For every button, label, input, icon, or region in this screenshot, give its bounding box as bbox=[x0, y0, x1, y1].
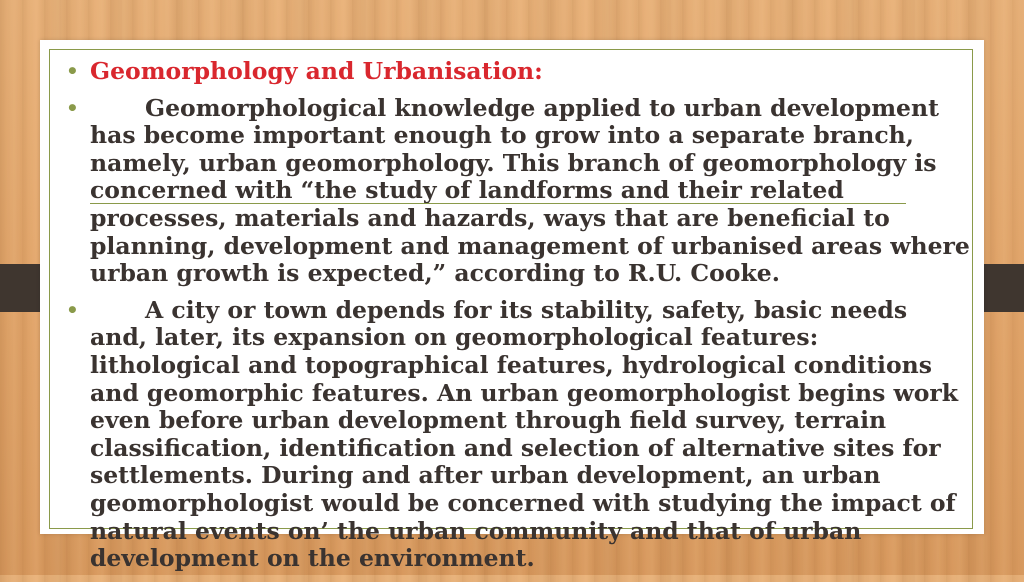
bullet-icon: • bbox=[66, 59, 79, 83]
slide-content bbox=[60, 58, 970, 582]
paragraph-2-text: A city or town depends for its stability, safety, basic needs and, later, its expansion on geomorphological features: lithological and topographical features, hydrological conditions and geomorphic features. An urban geomorphologist begins work even before urban development through field survey, terrain classification, identification and selection of alternative sites for settlements. During and after urban development, an urban geomorphologist would be concerned with studying the impact of natural events on’ the urban community and that of urban development on the environment. bbox=[90, 295, 959, 573]
bullet-icon: • bbox=[66, 297, 79, 322]
slide-heading: Geomorphology and Urbanisation: bbox=[90, 57, 543, 85]
bullet-item-paragraph-2 bbox=[60, 297, 970, 573]
paragraph-1-text: Geomorphological knowledge applied to urban development has become important enough to grow into a separate branch, namely, urban geomorphology. This branch of geomorphology is concerned with “the study of landforms and their related processes, materials and hazards, ways that are beneficial to planning, development and management of urbanised areas where urban growth is expected,” according to R.U. Cooke. bbox=[90, 93, 970, 288]
bullet-item-heading bbox=[60, 58, 970, 86]
bullet-item-paragraph-1 bbox=[60, 95, 970, 288]
decorative-rule bbox=[90, 203, 906, 204]
bullet-icon: • bbox=[66, 95, 79, 120]
